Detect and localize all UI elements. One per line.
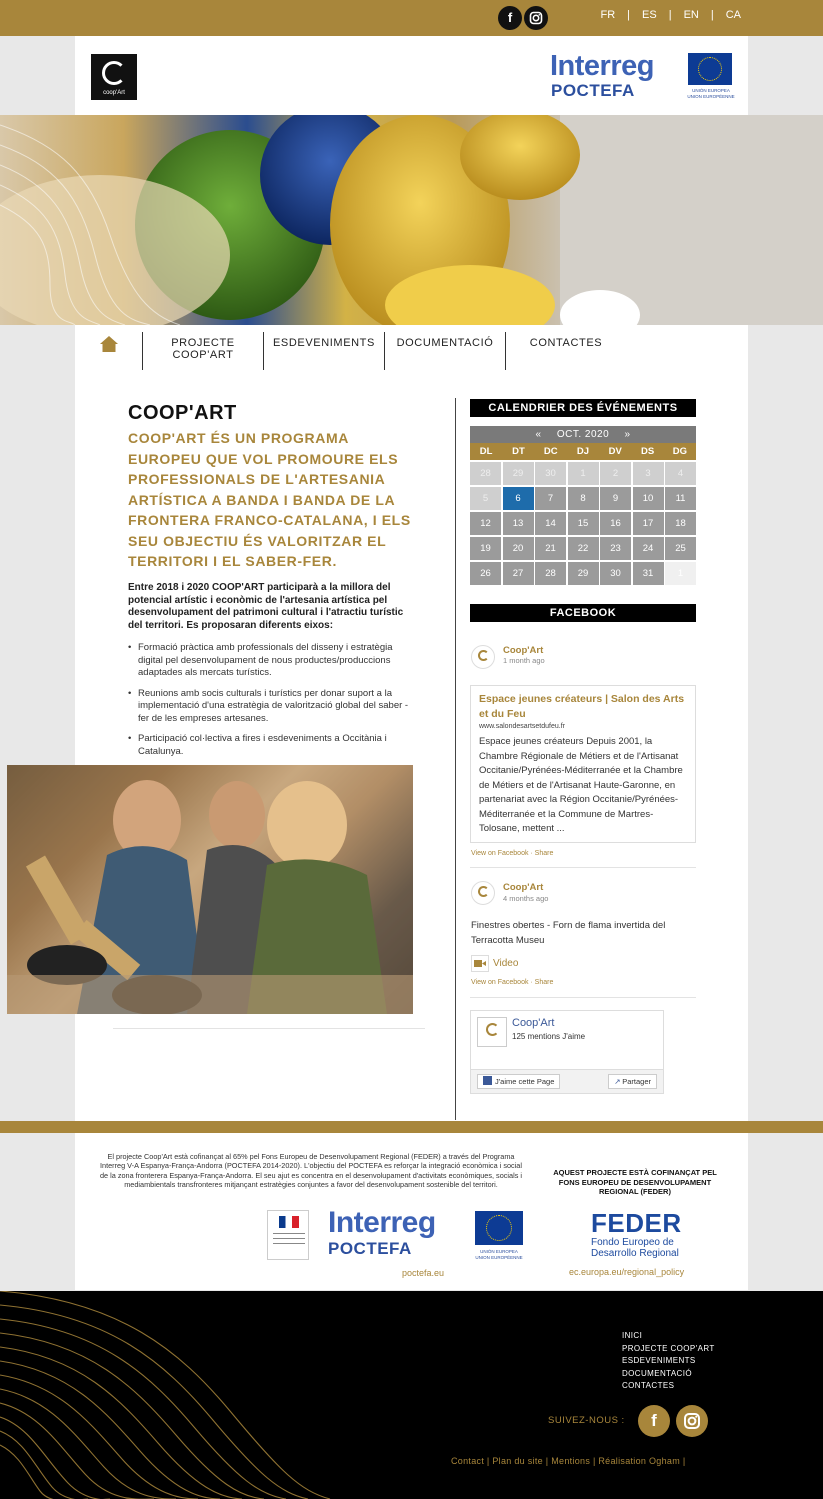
facebook-glyph: f — [507, 10, 513, 25]
footer-link-projecte[interactable]: PROJECTE COOP'ART — [622, 1343, 715, 1353]
weekday-label: DS — [640, 446, 655, 457]
feder-sub-1: Fondo Europeo de — [591, 1237, 674, 1248]
calendar-day: 1 — [568, 462, 599, 486]
fb-share-button-label: Partager — [622, 1077, 651, 1086]
fb-post-actions[interactable]: View on Facebook · Share — [471, 979, 554, 986]
footer-instagram-icon[interactable] — [676, 1405, 708, 1437]
logo-rule — [273, 1243, 305, 1244]
calendar-day[interactable]: 28 — [535, 562, 566, 586]
french-republic-logo — [267, 1210, 309, 1260]
fb-card-title: Espace jeunes créateurs | Salon des Arts et du Feu — [479, 693, 685, 720]
eu-label — [471, 1249, 527, 1260]
facebook-header: FACEBOOK — [470, 604, 696, 622]
calendar-header: CALENDRIER DES ÉVÉNEMENTS — [470, 399, 696, 417]
funding-text: El projecte Coop'Art està cofinançat al 65% pel Fons Europeu de Desenvolupament Regional (FEDER) a través del Programa Interreg V-A Espanya-França-Andorra (POCTEFA 2014-2020). L'objectiu del POCTEFA es reforçar la integració econòmica i social de la zona fronterera Espanya-França-Andorra. El seu ajut es concentra en el desenvolupament d'activitats econòmiques, socials i mediambientals transfronteres mitjançant estratègies conjuntes a favor del desenvolupament sostenible del territori. — [99, 1152, 522, 1189]
footer-link-documentacio[interactable]: DOCUMENTACIÓ — [622, 1368, 692, 1378]
calendar-day[interactable]: 17 — [633, 512, 664, 536]
coopart-avatar-mark — [478, 650, 489, 661]
list-item: • Reunions amb socis culturals i turístics per donar suport a la implementació d'una estratègia de valorització global del saber -fer de les empreses artesanes. — [128, 688, 413, 726]
weekday-label: DG — [672, 446, 687, 457]
calendar-next-button[interactable]: » — [624, 429, 631, 440]
workshop-photo — [7, 765, 413, 1014]
nav-esdeveniments-label: ESDEVENIMENTS — [273, 337, 375, 349]
weekday-label: DV — [608, 446, 622, 457]
page-title: COOP'ART — [128, 402, 237, 424]
lang-fr[interactable]: FR — [600, 9, 616, 21]
home-icon — [99, 335, 119, 353]
fb-post-time: 4 months ago — [503, 894, 549, 903]
nav-divider — [263, 332, 264, 370]
calendar-day[interactable]: 27 — [503, 562, 534, 586]
calendar-day[interactable]: 20 — [503, 537, 534, 561]
coopart-logo[interactable] — [91, 54, 137, 100]
eu-label-1: UNIÓN EUROPEA — [480, 1249, 518, 1254]
share-icon: ↗ — [614, 1077, 621, 1086]
logo-rule — [273, 1238, 305, 1239]
nav-documentacio[interactable] — [394, 337, 496, 349]
feder-title: AQUEST PROJECTE ESTÀ COFINANÇAT PEL FONS EUROPEU DE DESENVOLUPAMENT REGIONAL (FEDER) — [553, 1168, 717, 1196]
video-label[interactable]: Video — [493, 958, 519, 969]
fb-page-plugin — [470, 1010, 664, 1094]
axes-list — [128, 642, 413, 766]
calendar-day[interactable]: 15 — [568, 512, 599, 536]
eu-flag-icon — [688, 53, 732, 85]
footer-link-esdeveniments[interactable]: ESDEVENIMENTS — [622, 1356, 696, 1365]
hero-illustration — [0, 115, 823, 325]
weekday-label: DC — [543, 446, 558, 457]
calendar-day: 29 — [503, 462, 534, 486]
intro-text: COOP'ART ÉS UN PROGRAMA EUROPEU QUE VOL PROMOURE ELS PROFESSIONALS DE L'ARTESANIA ARTÍSTICA A BANDA I BANDA DE LA FRONTERA FRANCO-CATALANA, I ELS SEU OBJECTIU ÉS VALORITZAR EL TERRITORI I EL SABER-FER. — [128, 430, 411, 569]
fb-post-author[interactable]: Coop'Art — [503, 882, 544, 893]
avatar[interactable] — [471, 881, 495, 905]
facebook-glyph: f — [651, 1411, 657, 1430]
calendar-day: 28 — [470, 462, 501, 486]
eu-label — [684, 88, 738, 99]
instagram-icon[interactable] — [524, 6, 548, 30]
legal-links[interactable]: Contact | Plan du site | Mentions | Réalisation Ogham | — [451, 1456, 686, 1466]
coopart-avatar-mark — [478, 886, 489, 897]
nav-projecte[interactable] — [161, 337, 245, 361]
fb-divider — [470, 867, 696, 868]
fb-like-button-label: J'aime cette Page — [495, 1077, 555, 1086]
fb-page-name[interactable]: Coop'Art — [512, 1017, 555, 1029]
feder-sub-2: Desarrollo Regional — [591, 1248, 679, 1259]
fb-post-text: Finestres obertes - Forn de flama invertida del Terracotta Museu — [471, 920, 666, 946]
calendar-day[interactable]: 7 — [535, 487, 566, 511]
feder-logo — [591, 1209, 682, 1259]
poctefa-word: POCTEFA — [328, 1239, 412, 1258]
interreg-word: Interreg — [328, 1206, 436, 1239]
lead-paragraph: Entre 2018 i 2020 COOP'ART participarà a la millora del potencial artístic i econòmic de l'artesania artística pel desenvolupament del patrimoni cultural i l'atractiu turístic del territori. Es proposaran diferents eixos: — [128, 582, 404, 631]
calendar-day: 5 — [470, 487, 501, 511]
fb-card-url: www.salondesartsetdufeu.fr — [479, 723, 565, 730]
calendar-day[interactable]: 29 — [568, 562, 599, 586]
calendar — [470, 426, 696, 585]
footer-link-contactes[interactable]: CONTACTES — [622, 1381, 675, 1390]
gold-wave-pattern — [0, 1291, 823, 1499]
fb-post-author[interactable]: Coop'Art — [503, 645, 544, 656]
footer-gold-band — [0, 1121, 823, 1133]
fb-like-count: 125 mentions J'aime — [512, 1032, 586, 1041]
nav-contactes-label: CONTACTES — [529, 337, 603, 349]
calendar-day[interactable]: 24 — [633, 537, 664, 561]
calendar-grid — [470, 460, 696, 585]
nav-divider — [142, 332, 143, 370]
poctefa-link[interactable]: poctefa.eu — [402, 1268, 445, 1278]
calendar-day: 4 — [665, 462, 696, 486]
calendar-month-label: OCT. 2020 — [556, 429, 610, 440]
logo-rule — [273, 1233, 305, 1234]
calendar-day[interactable]: 13 — [503, 512, 534, 536]
facebook-icon[interactable] — [498, 6, 522, 30]
weekday-label: DJ — [576, 446, 590, 457]
footer-link-inici[interactable]: INICI — [622, 1331, 643, 1340]
nav-projecte-line-2: COOP'ART — [172, 349, 234, 361]
calendar-day[interactable]: 16 — [600, 512, 631, 536]
main-nav — [75, 325, 748, 377]
calendar-day[interactable]: 10 — [633, 487, 664, 511]
feder-link[interactable]: ec.europa.eu/regional_policy — [569, 1267, 685, 1277]
lang-en[interactable]: EN — [683, 9, 699, 21]
fb-plugin-footer — [471, 1069, 663, 1093]
coopart-logo-mark — [102, 61, 126, 85]
fb-post-time: 1 month ago — [503, 656, 545, 665]
calendar-day[interactable]: 9 — [600, 487, 631, 511]
weekday-label: DT — [512, 446, 525, 457]
hero-pottery-image — [0, 115, 823, 325]
fb-share-button[interactable] — [608, 1074, 657, 1089]
avatar[interactable] — [471, 645, 495, 669]
interreg-footer-logo[interactable] — [328, 1207, 436, 1259]
eu-label-2: UNION EUROPÉENNE — [687, 93, 735, 99]
workshop-illustration — [7, 765, 413, 1014]
fb-page-logo[interactable] — [477, 1017, 507, 1047]
calendar-day-today[interactable]: 6 — [503, 487, 534, 511]
eu-label-1: UNIÓN EUROPEA — [692, 88, 730, 93]
calendar-day[interactable]: 18 — [665, 512, 696, 536]
list-item: • Formació pràctica amb professionals del disseny i estratègia digital pel desenvolupament de nous productes/produccions adaptades als mercats turístics. — [128, 642, 413, 680]
calendar-day[interactable]: 8 — [568, 487, 599, 511]
fb-link-card[interactable] — [470, 685, 696, 843]
lang-es[interactable]: ES — [642, 9, 657, 21]
lang-ca[interactable]: CA — [725, 9, 741, 21]
tricolour-flag-icon — [279, 1216, 299, 1228]
calendar-day[interactable]: 14 — [535, 512, 566, 536]
calendar-day[interactable]: 22 — [568, 537, 599, 561]
weekday-label: DL — [479, 446, 493, 457]
nav-home[interactable] — [99, 335, 119, 353]
coopart-logo-text: coop'Art — [103, 90, 125, 96]
instagram-glyph — [676, 1405, 708, 1437]
list-item: • Participació col·lectiva a fires i esdeveniments a Occitània i Catalunya. — [128, 733, 413, 758]
calendar-day: 30 — [535, 462, 566, 486]
calendar-day[interactable]: 23 — [600, 537, 631, 561]
nav-divider — [384, 332, 385, 370]
column-divider — [455, 398, 456, 1120]
follow-us-label: SUIVEZ-NOUS : — [548, 1415, 625, 1426]
calendar-day[interactable]: 19 — [470, 537, 501, 561]
fb-divider — [470, 997, 696, 998]
site-footer — [0, 1291, 823, 1499]
calendar-day[interactable]: 25 — [665, 537, 696, 561]
fb-like-button[interactable] — [477, 1074, 560, 1089]
coopart-logo-mark — [486, 1023, 499, 1036]
nav-documentacio-label: DOCUMENTACIÓ — [396, 337, 494, 349]
fb-logo-icon — [483, 1076, 492, 1085]
calendar-month-bar — [470, 426, 696, 443]
eu-flag-icon — [475, 1211, 523, 1245]
content-divider — [113, 1028, 425, 1029]
calendar-weekdays — [470, 443, 696, 460]
video-glyph — [472, 956, 488, 971]
eu-label-2: UNION EUROPÉENNE — [475, 1254, 523, 1260]
calendar-day: 2 — [600, 462, 631, 486]
calendar-day[interactable]: 12 — [470, 512, 501, 536]
calendar-day[interactable]: 30 — [600, 562, 631, 586]
fb-post-actions[interactable]: View on Facebook · Share — [471, 850, 554, 857]
calendar-day[interactable]: 31 — [633, 562, 664, 586]
top-bar — [0, 0, 823, 36]
calendar-day[interactable]: 26 — [470, 562, 501, 586]
funding-footer — [75, 1133, 748, 1290]
nav-contactes[interactable] — [521, 337, 611, 349]
feder-word: FEDER — [591, 1208, 682, 1238]
video-icon — [471, 955, 489, 972]
nav-divider — [505, 332, 506, 370]
interreg-word: Interreg — [550, 50, 654, 82]
calendar-day: 1 — [665, 562, 696, 586]
calendar-prev-button[interactable]: « — [535, 429, 542, 440]
poctefa-word: POCTEFA — [551, 81, 635, 100]
footer-facebook-icon[interactable] — [638, 1405, 670, 1437]
footer-menu — [622, 1330, 715, 1393]
calendar-day: 3 — [633, 462, 664, 486]
calendar-day[interactable]: 11 — [665, 487, 696, 511]
language-switcher: FR | ES | EN | CA — [600, 9, 741, 21]
instagram-glyph — [524, 6, 548, 30]
nav-projecte-line-1: PROJECTE — [171, 337, 235, 349]
nav-esdeveniments[interactable] — [273, 337, 373, 349]
fb-card-description: Espace jeunes créateurs Depuis 2001, la Chambre Régionale de Métiers et de l'Artisanat Occitanie/Pyrénées-Méditerranée et la Chambre de Métiers et de l'Artisanat Haute-Garonne, en partenariat avec la Région Occitanie/Pyrénées-Méditerranée et la Commune de Martres-Tolosane, mettent ... — [479, 736, 683, 834]
calendar-day[interactable]: 21 — [535, 537, 566, 561]
